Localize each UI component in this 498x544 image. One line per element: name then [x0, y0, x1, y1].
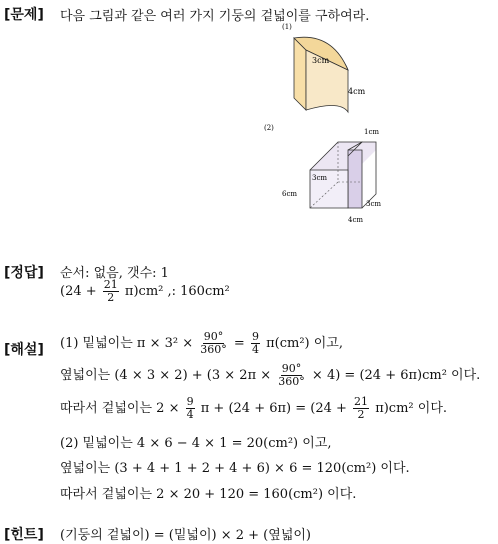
figure-quarter-cylinder: [280, 20, 380, 120]
answer-line1: 순서: 없음, 갯수: 1: [60, 266, 169, 281]
explanation-line6: 따라서 겉넓이는 2 × 20 + 120 = 160(cm²) 이다.: [60, 487, 357, 502]
hint-text: (기둥의 겉넓이) = (밑넓이) × 2 + (옆넓이): [60, 528, 312, 543]
problem-label: [문제]: [4, 7, 44, 23]
hint-label: [힌트]: [4, 527, 44, 543]
figure2-label-3cm-right: 3cm: [366, 200, 382, 208]
figure1-tag: (1): [282, 23, 292, 31]
figure-l-prism: [262, 122, 392, 232]
figure2-label-4cm: 4cm: [348, 216, 364, 224]
problem-text: 다음 그림과 같은 여러 가지 기둥의 겉넓이를 구하여라.: [60, 9, 370, 24]
explanation-line5: 옆넓이는 (3 + 4 + 1 + 2 + 4 + 6) × 6 = 120(cm²) 이다.: [60, 461, 410, 476]
figure2-label-1cm: 1cm: [364, 128, 380, 136]
figure1-height-label: 4cm: [348, 87, 366, 96]
explanation-line2: 옆넓이는 (4 × 3 × 2) + (3 × 2π × $\frac{90^\circ}{360^\circ}$ × 4) = (24 + 6π)cm² 이다.: [60, 362, 481, 388]
answer-post: π)cm² ,: 160cm²: [124, 284, 230, 299]
answer-pre: (24 +: [60, 284, 97, 299]
explanation-line3: 따라서 겉넓이는 2 × $\frac{9}{4}$ π + (24 + 6π) = (24 + $\frac{21}{2}$ π)cm² 이다.: [60, 395, 448, 421]
figure2-label-6cm: 6cm: [282, 190, 298, 198]
figure1-radius-label: 3cm: [312, 56, 330, 65]
explanation-line1: (1) 밑넓이는 π × 3² × $\frac{90^\circ}{360^\circ}$ = $\frac{9}{4}$ π(cm²) 이고,: [60, 330, 343, 356]
answer-label: [정답]: [4, 265, 44, 281]
answer-line2: [60, 279, 230, 304]
explanation-line4: (2) 밑넓이는 4 × 6 − 4 × 1 = 20(cm²) 이고,: [60, 436, 332, 451]
answer-fraction: $\frac{21}{2}$: [103, 278, 118, 304]
figure2-label-3cm-top: 3cm: [312, 174, 328, 182]
explanation-label: [해설]: [4, 342, 44, 358]
figure2-tag: (2): [264, 124, 274, 132]
